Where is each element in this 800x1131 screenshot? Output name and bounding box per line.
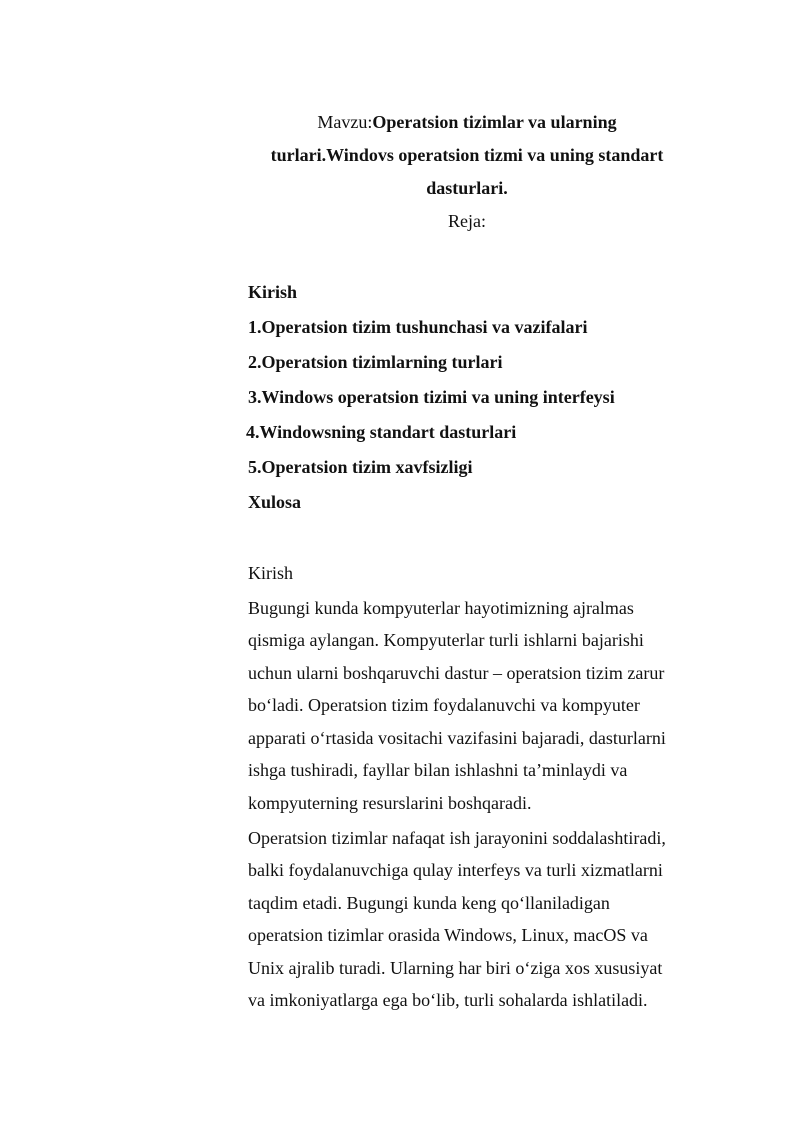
plan-label: Reja:	[448, 211, 486, 231]
paragraph-line: taqdim etadi. Bugungi kunda keng qo‘llaniladigan	[248, 893, 610, 913]
paragraph-line: kompyuterning resurslarini boshqaradi.	[248, 793, 532, 813]
paragraph-line: Operatsion tizimlar nafaqat ish jarayonini soddalashtiradi,	[248, 828, 666, 848]
paragraph-line: va imkoniyatlarga ega bo‘lib, turli sohalarda ishlatiladi.	[248, 990, 648, 1010]
paragraph-line: operatsion tizimlar orasida Windows, Linux, macOS va	[248, 925, 648, 945]
paragraph-line: Bugungi kunda kompyuterlar hayotimizning ajralmas	[248, 598, 634, 618]
paragraph-line: apparati o‘rtasida vositachi vazifasini bajaradi, dasturlarni	[248, 728, 666, 748]
toc-item-4: 4.Windowsning standart dasturlari	[246, 422, 517, 442]
paragraph-line: ishga tushiradi, fayllar bilan ishlashni ta’minlaydi va	[248, 760, 628, 780]
section-heading: Kirish	[248, 563, 293, 583]
title-topic: Operatsion tizimlar va ularning	[372, 112, 617, 132]
toc-item-intro: Kirish	[248, 282, 298, 302]
toc-item-2: 2.Operatsion tizimlarning turlari	[248, 352, 503, 372]
toc-item-conclusion: Xulosa	[248, 492, 302, 512]
page-title-line-1	[0, 110, 800, 134]
paragraph-line: balki foydalanuvchiga qulay interfeys va turli xizmatlarni	[248, 860, 663, 880]
paragraph-line: qismiga aylangan. Kompyuterlar turli ishlarni bajarishi	[248, 630, 644, 650]
toc-item-1: 1.Operatsion tizim tushunchasi va vazifalari	[248, 317, 588, 337]
page-title-line-2: turlari.Windovs operatsion tizmi va uning standart	[270, 145, 664, 165]
paragraph-line: Unix ajralib turadi. Ularning har biri o‘ziga xos xususiyat	[248, 958, 663, 978]
paragraph-line: bo‘ladi. Operatsion tizim foydalanuvchi va kompyuter	[248, 695, 640, 715]
title-prefix: Mavzu:	[317, 112, 373, 132]
paragraph-line: uchun ularni boshqaruvchi dastur – operatsion tizim zarur	[248, 663, 665, 683]
toc-item-5: 5.Operatsion tizim xavfsizligi	[248, 457, 473, 477]
toc-item-3: 3.Windows operatsion tizimi va uning interfeysi	[248, 387, 615, 407]
page-title-line-3: dasturlari.	[426, 178, 508, 198]
